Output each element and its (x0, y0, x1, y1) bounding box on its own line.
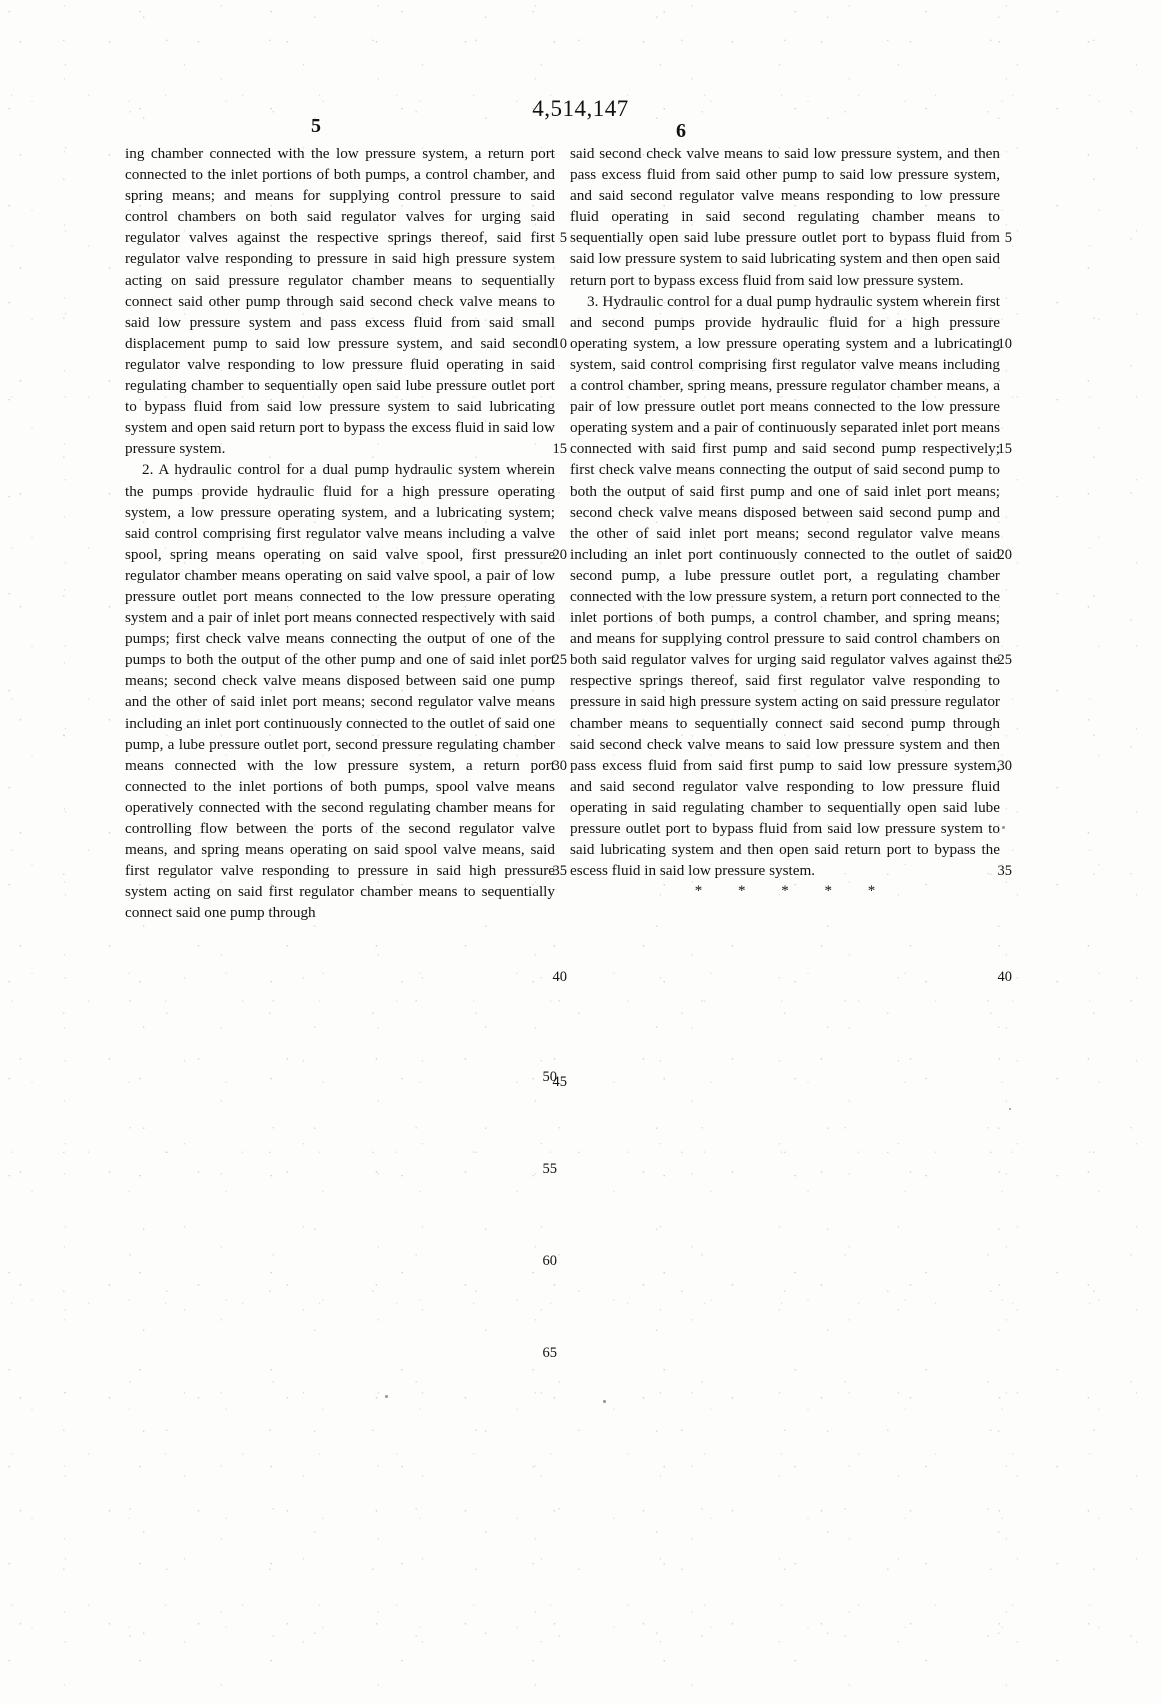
column-right (570, 143, 1012, 985)
line-number: 15 (552, 441, 567, 458)
paragraph-claim2: 2. A hydraulic control for a dual pump hydraulic system wherein the pumps provide hydraulic fluid for a high pressure operating system, a low pressure operating system, and a lubricating system; said control comprising first regulator valve means including a valve spool, spring means operating on said valve spool, first pressure regulator chamber means operating on said valve spool, a pair of low pressure outlet port means connected to the low pressure operating system and a pair of inlet port means connected respectively with said pumps; first check valve means connecting the output of one of the pumps to both the output of the other pump and one of said inlet port means; second check valve means disposed between said one pump and the other of said inlet port means; second regulator valve means including an inlet port continuously connected to the outlet of said one pump, a lube pressure outlet port, second pressure regulating chamber means connected with the low pressure system, a return port connected to the inlet portions of both pumps, spool valve means operatively connected with the second regulating chamber means for controlling flow between the ports of the second regulator valve means, and spring means operating on said spool valve means, said first regulator valve responding to pressure in said high pressure system acting on said first regulator chamber means to sequentially connect said one pump through (125, 461, 555, 922)
line-number: 35 (997, 863, 1012, 880)
end-of-claims-marks: * * * * * (694, 883, 892, 900)
line-number: 30 (552, 757, 567, 774)
line-number: 10 (997, 335, 1012, 352)
line-number: 40 (552, 968, 567, 985)
line-number: 20 (997, 546, 1012, 563)
line-number: 30 (997, 757, 1012, 774)
patent-number: 4,514,147 (532, 96, 629, 121)
line-number: 20 (552, 546, 567, 563)
scan-speck (1009, 1108, 1011, 1110)
line-number: 5 (559, 230, 567, 247)
paragraph-claim3: 3. Hydraulic control for a dual pump hydraulic system wherein first and second pumps provide hydraulic fluid for a high pressure operating system, a low pressure operating system and a lubricating system, said control comprising first regulator valve means including a control chamber, spring means, pressure regulator chamber means, a pair of low pressure outlet port means connected to the low pressure operating system and a pair of continuously separated inlet port means connected with said first pump and said second pump respectively; first check valve means connecting the output of said second pump to both the output of said first pump and one of said inlet port means; second check valve means disposed between said second pump and the other of said inlet port means; second regulator valve means including an inlet port continuously connected to the outlet of said second pump, a lube pressure outlet port, a regulating chamber connected with the low pressure system, a return port connected to the inlet portions of both pumps, a control chamber, and spring means; and means for supplying control pressure to said control chambers on both said regulator valves for urging said regulator valves against the respective springs thereof, said first regulator valve responding to pressure in said high pressure system acting on said pressure regulator chamber means to sequentially connect said second pump through said second check valve means to said low pressure system and then pass excess fluid from said first pump to said low pressure system, and said second regulator valve responding to low pressure fluid operating in said regulating chamber to sequentially open said lube pressure outlet port to bypass fluid from said low pressure system to said lubricating system and then open said return port to bypass the escess fluid in said low pressure system. (570, 292, 1000, 880)
line-number: 25 (552, 652, 567, 669)
scan-speck (603, 1400, 606, 1403)
line-number: 65 (542, 1345, 557, 1361)
line-number: 5 (1004, 230, 1012, 247)
line-number: 35 (552, 863, 567, 880)
column-number-left: 5 (311, 115, 321, 137)
column-number-right: 6 (676, 120, 686, 142)
line-number: 55 (542, 1161, 557, 1177)
line-number: 60 (542, 1253, 557, 1269)
scan-speck (385, 1395, 388, 1398)
line-number: 15 (997, 441, 1012, 458)
paragraph-claim2-continued: said second check valve means to said low pressure system, and then pass excess fluid from said other pump to said low pressure system, and said second regulator valve means responding to low pressure fluid operating in said second regulating chamber means to sequentially open said lube pressure outlet port to bypass fluid from said low pressure system to said lubricating system and then open said return port to bypass excess fluid from said low pressure system. (570, 145, 1000, 289)
line-number: 25 (997, 652, 1012, 669)
line-number: 40 (997, 968, 1012, 985)
scan-speck (1002, 826, 1005, 829)
paragraph-claim1-continued: ing chamber connected with the low pressure system, a return port connected to the inlet portions of both pumps, a control chamber, and spring means; and means for supplying control pressure to said control chambers on both said regulator valves for urging said regulator valves against the respective springs thereof, said first regulator valve responding to pressure in said high pressure system acting on said pressure regulator chamber means to sequentially connect said other pump through said second check valve means to said low pressure system and pass excess fluid from said small displacement pump to said low pressure system, and said second regulator valve responding to low pressure fluid operating in said regulating chamber to sequentially open said lube pressure outlet port to bypass fluid from said low pressure system to said lubricating system and open said return port to bypass the excess fluid in said low pressure system. (125, 145, 555, 458)
line-number: 50 (542, 1069, 557, 1085)
line-number: 10 (552, 335, 567, 352)
line-number: 45 (552, 1074, 567, 1091)
